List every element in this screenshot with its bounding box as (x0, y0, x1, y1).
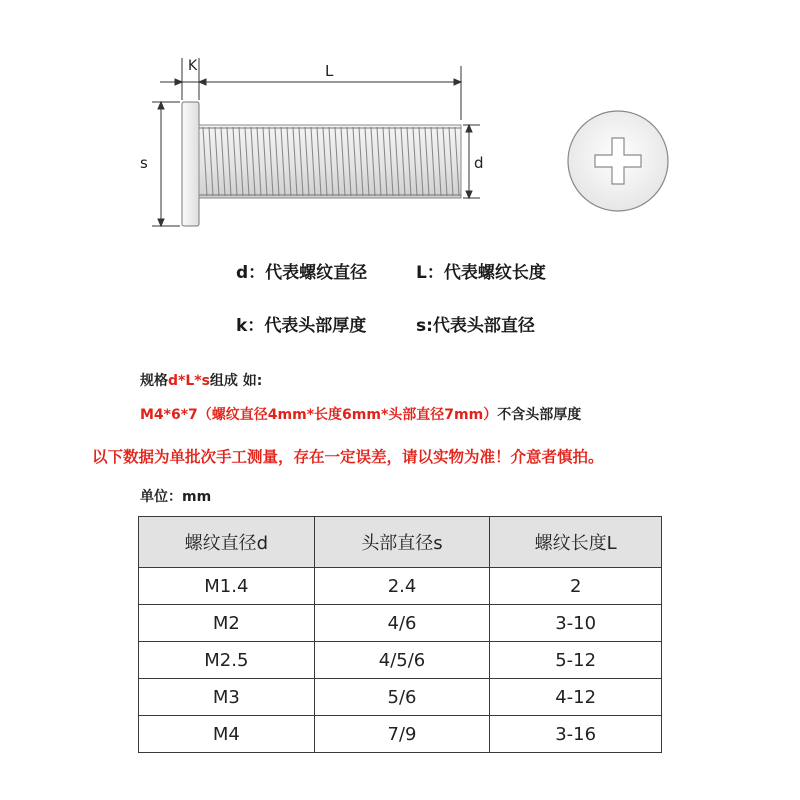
table-header-row (139, 517, 662, 568)
cell-thread-length: 5-12 (490, 642, 662, 679)
cell-thread-diameter: M1.4 (139, 568, 315, 605)
legend-d-text: 代表螺纹直径 (265, 263, 368, 283)
legend-k-text: 代表头部厚度 (264, 316, 367, 336)
header-head-diameter: 头部直径s (314, 517, 490, 568)
dimension-s (152, 102, 180, 226)
dimension-l-label: L (325, 62, 334, 80)
spec-example-note: 不含头部厚度 (497, 407, 582, 423)
header-thread-length: 螺纹长度L (490, 517, 662, 568)
cell-head-diameter: 7/9 (314, 716, 490, 753)
spec-suffix: 组成 如: (209, 373, 263, 389)
cell-thread-diameter: M4 (139, 716, 315, 753)
dimension-s-label: s (140, 154, 148, 172)
screw-thread-shaft (199, 125, 461, 198)
legend-k-key: k： (236, 316, 265, 336)
legend-d-key: d： (236, 263, 266, 283)
size-spec-table (138, 516, 662, 753)
table-row (139, 642, 662, 679)
cell-head-diameter: 4/5/6 (314, 642, 490, 679)
measurement-warning: 以下数据为单批次手工测量，存在一定误差，请以实物为准！介意者慎拍。 (92, 448, 604, 466)
header-thread-diameter: 螺纹直径d (139, 517, 315, 568)
cell-thread-length: 3-10 (490, 605, 662, 642)
cell-thread-length: 3-16 (490, 716, 662, 753)
table-row (139, 716, 662, 753)
spec-formula-line (140, 370, 262, 390)
spec-formula: d*L*s (168, 373, 210, 389)
legend-l-text: 代表螺纹长度 (443, 263, 546, 283)
cell-thread-diameter: M2.5 (139, 642, 315, 679)
spec-prefix: 规格 (140, 373, 168, 389)
spec-example-line (140, 404, 581, 424)
spec-example-red: M4*6*7（螺纹直径4mm*长度6mm*头部直径7mm） (140, 407, 498, 423)
screw-head-side (182, 102, 199, 226)
cell-head-diameter: 5/6 (314, 679, 490, 716)
legend-s-key: s: (416, 316, 433, 336)
legend-s-text: 代表头部直径 (432, 316, 535, 336)
cell-thread-diameter: M2 (139, 605, 315, 642)
unit-label: 单位：mm (140, 489, 212, 505)
cell-thread-length: 2 (490, 568, 662, 605)
phillips-head-top-view-icon (568, 111, 668, 211)
dimension-k-label: K (188, 58, 198, 74)
screw-dimension-diagram (0, 0, 800, 250)
cell-head-diameter: 4/6 (314, 605, 490, 642)
legend-l-key: L： (416, 263, 444, 283)
cell-thread-length: 4-12 (490, 679, 662, 716)
table-row (139, 568, 662, 605)
dimension-d-label: d (474, 154, 484, 172)
table-row (139, 605, 662, 642)
table-row (139, 679, 662, 716)
cell-head-diameter: 2.4 (314, 568, 490, 605)
cell-thread-diameter: M3 (139, 679, 315, 716)
